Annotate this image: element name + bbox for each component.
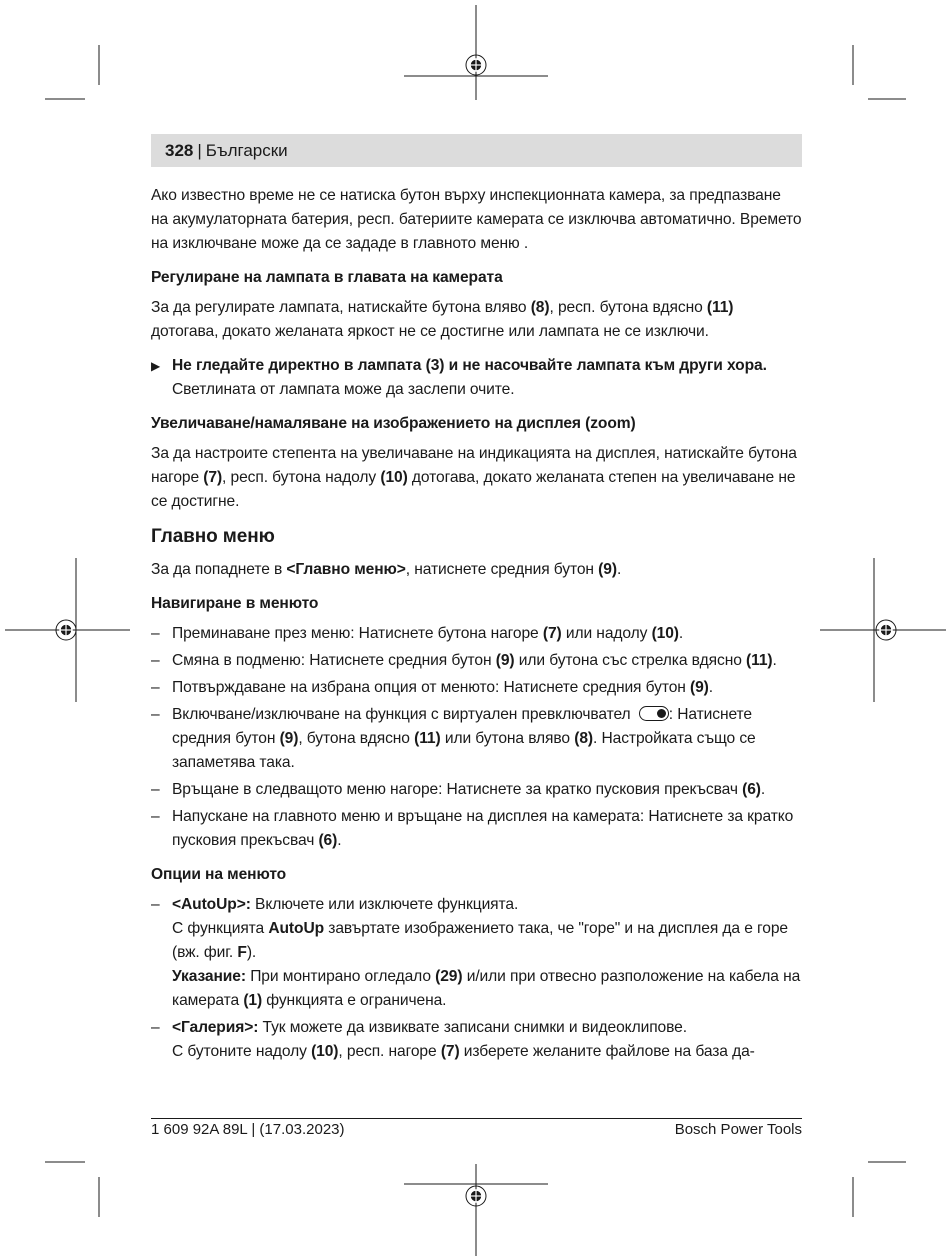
lamp-paragraph: За да регулирате лампата, натискайте бутона вляво (8), респ. бутона вдясно (11) дотогава, докато желаната яркост не се достигне или лампата не се изключи. (151, 299, 734, 340)
navigation-heading: Навигиране в менюто (151, 595, 319, 612)
intro-paragraph: Ако известно време не се натиска бутон върху инспекционната камера, за предпазване на акумулаторната батерия, респ. батериите камерата се изключва автоматично. Времето на изключване може да се зададе в главното меню . (151, 187, 802, 252)
warning-triangle-icon: ▶ (151, 359, 161, 373)
list-item: – Преминаване през меню: Натиснете бутона нагоре (7) или надолу (10). (151, 625, 684, 642)
page-header (151, 134, 802, 167)
list-item: – Потвърждаване на избрана опция от менюто: Натиснете средния бутон (9). (151, 679, 714, 696)
list-item: – Смяна в подменю: Натиснете средния бутон (9) или бутона със стрелка вдясно (11). (151, 652, 777, 669)
footer-doc-id: 1 609 92A 89L | (17.03.2023) (151, 1121, 345, 1138)
zoom-paragraph: За да настроите степента на увеличаване на индикацията на дисплея, натискайте бутона нагоре (7), респ. бутона надолу (10) дотогава, докато желаната степен на увеличаване не се достигне. (151, 445, 797, 510)
option-autoup: – <AutoUp>: Включете или изключете функцията. С функцията AutoUp завъртате изображението така, че "горе" и на дисплея да е горе (вж. фиг. F). Указание: При монтирано огледало (29) и/или при отвесно разположение на кабела на камерата (1) функцията е ограничена. (151, 896, 801, 1009)
lamp-warning: ▶ Не гледайте директно в лампата (3) и не насочвайте лампата към други хора. Светлината от лампата може да заслепи очите. (151, 354, 802, 402)
list-item: – Връщане в следващото меню нагоре: Натиснете за кратко пусковия прекъсвач (6). (151, 781, 766, 798)
option-gallery: – <Галерия>: Тук можете да извиквате записани снимки и видеоклипове. С бутоните надолу (10), респ. нагоре (7) изберете желаните файлове на база да- (151, 1019, 755, 1060)
list-item: – Включване/изключване на функция с виртуален превключвател : Натиснете средния бутон (9), бутона вдясно (11) или бутона вляво (8). Настройката също се запаметява така. (151, 706, 756, 771)
options-heading: Опции на менюто (151, 866, 287, 883)
zoom-heading: Увеличаване/намаляване на изображението на дисплея (zoom) (151, 415, 636, 432)
list-item: – Напускане на главното меню и връщане на дисплея на камерата: Натиснете за кратко пусковия прекъсвач (6). (151, 808, 794, 849)
header-separator: | (197, 140, 202, 160)
page-content (151, 184, 802, 1074)
footer-divider (151, 1118, 802, 1119)
main-menu-paragraph: За да попаднете в <Главно меню>, натиснете средния бутон (9). (151, 561, 622, 578)
main-menu-heading: Главно меню (151, 526, 275, 547)
lamp-heading: Регулиране на лампата в главата на камерата (151, 269, 503, 286)
page-number: 328 (165, 140, 194, 160)
footer-brand: Bosch Power Tools (674, 1121, 802, 1138)
options-list (151, 893, 802, 1064)
header-language: Български (205, 140, 288, 160)
toggle-switch-icon (639, 706, 669, 721)
navigation-list (151, 622, 802, 853)
